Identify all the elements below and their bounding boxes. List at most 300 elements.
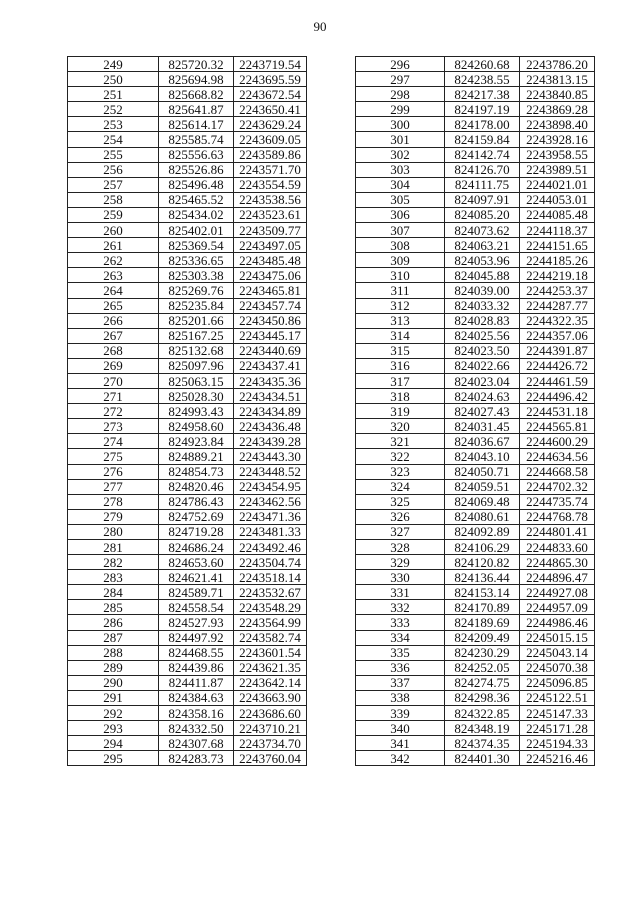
y-coordinate-cell: 2243443.30 xyxy=(234,449,307,464)
y-coordinate-cell: 2245043.14 xyxy=(520,645,595,660)
x-coordinate-cell: 824153.14 xyxy=(445,585,520,600)
point-number-cell: 282 xyxy=(68,555,159,570)
table-row xyxy=(68,223,307,238)
x-coordinate-cell: 824752.69 xyxy=(159,509,234,524)
y-coordinate-cell: 2244085.48 xyxy=(520,207,595,222)
y-coordinate-cell: 2243445.17 xyxy=(234,328,307,343)
x-coordinate-cell: 824120.82 xyxy=(445,555,520,570)
x-coordinate-cell: 824719.28 xyxy=(159,524,234,539)
x-coordinate-cell: 825336.65 xyxy=(159,253,234,268)
point-number-cell: 285 xyxy=(68,600,159,615)
table-row xyxy=(68,253,307,268)
y-coordinate-cell: 2244531.18 xyxy=(520,404,595,419)
point-number-cell: 259 xyxy=(68,207,159,222)
x-coordinate-cell: 824358.16 xyxy=(159,706,234,721)
point-number-cell: 298 xyxy=(356,87,445,102)
x-coordinate-cell: 824958.60 xyxy=(159,419,234,434)
x-coordinate-cell: 824993.43 xyxy=(159,404,234,419)
point-number-cell: 273 xyxy=(68,419,159,434)
y-coordinate-cell: 2243497.05 xyxy=(234,238,307,253)
table-row xyxy=(356,328,595,343)
y-coordinate-cell: 2243471.36 xyxy=(234,509,307,524)
y-coordinate-cell: 2245015.15 xyxy=(520,630,595,645)
x-coordinate-cell: 824024.63 xyxy=(445,389,520,404)
point-number-cell: 300 xyxy=(356,117,445,132)
y-coordinate-cell: 2243548.29 xyxy=(234,600,307,615)
x-coordinate-cell: 825303.38 xyxy=(159,268,234,283)
y-coordinate-cell: 2243462.56 xyxy=(234,494,307,509)
point-number-cell: 303 xyxy=(356,162,445,177)
x-coordinate-cell: 824653.60 xyxy=(159,555,234,570)
x-coordinate-cell: 824332.50 xyxy=(159,721,234,736)
x-coordinate-cell: 824527.93 xyxy=(159,615,234,630)
point-number-cell: 261 xyxy=(68,238,159,253)
table-row xyxy=(356,162,595,177)
point-number-cell: 317 xyxy=(356,373,445,388)
point-number-cell: 312 xyxy=(356,298,445,313)
point-number-cell: 276 xyxy=(68,464,159,479)
y-coordinate-cell: 2245171.28 xyxy=(520,721,595,736)
point-number-cell: 333 xyxy=(356,615,445,630)
table-row xyxy=(356,660,595,675)
point-number-cell: 338 xyxy=(356,690,445,705)
y-coordinate-cell: 2244668.58 xyxy=(520,464,595,479)
point-number-cell: 280 xyxy=(68,524,159,539)
x-coordinate-cell: 824111.75 xyxy=(445,177,520,192)
point-number-cell: 334 xyxy=(356,630,445,645)
point-number-cell: 341 xyxy=(356,736,445,751)
table-row xyxy=(356,736,595,751)
y-coordinate-cell: 2244702.32 xyxy=(520,479,595,494)
coordinate-table-right xyxy=(355,56,595,766)
y-coordinate-cell: 2243439.28 xyxy=(234,434,307,449)
point-number-cell: 302 xyxy=(356,147,445,162)
y-coordinate-cell: 2244833.60 xyxy=(520,540,595,555)
x-coordinate-cell: 825465.52 xyxy=(159,192,234,207)
table-row xyxy=(356,207,595,222)
y-coordinate-cell: 2243450.86 xyxy=(234,313,307,328)
table-row xyxy=(68,313,307,328)
x-coordinate-cell: 824854.73 xyxy=(159,464,234,479)
point-number-cell: 251 xyxy=(68,87,159,102)
point-number-cell: 271 xyxy=(68,389,159,404)
table-row xyxy=(356,72,595,87)
y-coordinate-cell: 2243440.69 xyxy=(234,343,307,358)
point-number-cell: 327 xyxy=(356,524,445,539)
x-coordinate-cell: 825132.68 xyxy=(159,343,234,358)
y-coordinate-cell: 2245216.46 xyxy=(520,751,595,766)
point-number-cell: 293 xyxy=(68,721,159,736)
y-coordinate-cell: 2244391.87 xyxy=(520,343,595,358)
x-coordinate-cell: 824621.41 xyxy=(159,570,234,585)
y-coordinate-cell: 2243719.54 xyxy=(234,57,307,72)
point-number-cell: 250 xyxy=(68,72,159,87)
y-coordinate-cell: 2243642.14 xyxy=(234,675,307,690)
point-number-cell: 288 xyxy=(68,645,159,660)
table-row xyxy=(356,404,595,419)
table-row xyxy=(356,690,595,705)
table-row xyxy=(356,238,595,253)
point-number-cell: 278 xyxy=(68,494,159,509)
point-number-cell: 329 xyxy=(356,555,445,570)
x-coordinate-cell: 824322.85 xyxy=(445,706,520,721)
x-coordinate-cell: 824786.43 xyxy=(159,494,234,509)
x-coordinate-cell: 824097.91 xyxy=(445,192,520,207)
y-coordinate-cell: 2243928.16 xyxy=(520,132,595,147)
y-coordinate-cell: 2244496.42 xyxy=(520,389,595,404)
table-row xyxy=(356,298,595,313)
x-coordinate-cell: 825614.17 xyxy=(159,117,234,132)
point-number-cell: 304 xyxy=(356,177,445,192)
table-row xyxy=(356,751,595,766)
y-coordinate-cell: 2243582.74 xyxy=(234,630,307,645)
table-row xyxy=(68,524,307,539)
point-number-cell: 269 xyxy=(68,358,159,373)
table-row xyxy=(68,585,307,600)
y-coordinate-cell: 2243840.85 xyxy=(520,87,595,102)
point-number-cell: 267 xyxy=(68,328,159,343)
y-coordinate-cell: 2244253.37 xyxy=(520,283,595,298)
x-coordinate-cell: 824022.66 xyxy=(445,358,520,373)
point-number-cell: 252 xyxy=(68,102,159,117)
table-row xyxy=(68,645,307,660)
point-number-cell: 315 xyxy=(356,343,445,358)
x-coordinate-cell: 824178.00 xyxy=(445,117,520,132)
table-row xyxy=(356,585,595,600)
table-row xyxy=(356,283,595,298)
point-number-cell: 275 xyxy=(68,449,159,464)
x-coordinate-cell: 824889.21 xyxy=(159,449,234,464)
y-coordinate-cell: 2244021.01 xyxy=(520,177,595,192)
table-row xyxy=(356,87,595,102)
point-number-cell: 337 xyxy=(356,675,445,690)
table-row xyxy=(356,555,595,570)
table-row xyxy=(68,419,307,434)
x-coordinate-cell: 824283.73 xyxy=(159,751,234,766)
y-coordinate-cell: 2244357.06 xyxy=(520,328,595,343)
table-row xyxy=(68,721,307,736)
table-row xyxy=(68,87,307,102)
y-coordinate-cell: 2244865.30 xyxy=(520,555,595,570)
x-coordinate-cell: 824384.63 xyxy=(159,690,234,705)
table-row xyxy=(68,162,307,177)
table-row xyxy=(68,494,307,509)
y-coordinate-cell: 2243695.59 xyxy=(234,72,307,87)
table-row xyxy=(68,615,307,630)
point-number-cell: 266 xyxy=(68,313,159,328)
table-row xyxy=(356,494,595,509)
y-coordinate-cell: 2243989.51 xyxy=(520,162,595,177)
point-number-cell: 340 xyxy=(356,721,445,736)
point-number-cell: 321 xyxy=(356,434,445,449)
table-row xyxy=(356,192,595,207)
y-coordinate-cell: 2244927.08 xyxy=(520,585,595,600)
table-row xyxy=(356,57,595,72)
table-row xyxy=(356,419,595,434)
x-coordinate-cell: 825641.87 xyxy=(159,102,234,117)
y-coordinate-cell: 2243760.04 xyxy=(234,751,307,766)
x-coordinate-cell: 824468.55 xyxy=(159,645,234,660)
point-number-cell: 284 xyxy=(68,585,159,600)
point-number-cell: 296 xyxy=(356,57,445,72)
point-number-cell: 292 xyxy=(68,706,159,721)
x-coordinate-cell: 825097.96 xyxy=(159,358,234,373)
y-coordinate-cell: 2243457.74 xyxy=(234,298,307,313)
x-coordinate-cell: 825235.84 xyxy=(159,298,234,313)
x-coordinate-cell: 824028.83 xyxy=(445,313,520,328)
y-coordinate-cell: 2243434.51 xyxy=(234,389,307,404)
table-row xyxy=(356,645,595,660)
point-number-cell: 313 xyxy=(356,313,445,328)
y-coordinate-cell: 2243650.41 xyxy=(234,102,307,117)
x-coordinate-cell: 824497.92 xyxy=(159,630,234,645)
y-coordinate-cell: 2244053.01 xyxy=(520,192,595,207)
point-number-cell: 254 xyxy=(68,132,159,147)
point-number-cell: 306 xyxy=(356,207,445,222)
table-row xyxy=(68,358,307,373)
point-number-cell: 264 xyxy=(68,283,159,298)
point-number-cell: 295 xyxy=(68,751,159,766)
table-row xyxy=(68,509,307,524)
x-coordinate-cell: 824923.84 xyxy=(159,434,234,449)
point-number-cell: 255 xyxy=(68,147,159,162)
table-row xyxy=(68,102,307,117)
table-row xyxy=(68,555,307,570)
table-row xyxy=(356,706,595,721)
table-row xyxy=(68,177,307,192)
x-coordinate-cell: 824170.89 xyxy=(445,600,520,615)
x-coordinate-cell: 824136.44 xyxy=(445,570,520,585)
point-number-cell: 265 xyxy=(68,298,159,313)
x-coordinate-cell: 825269.76 xyxy=(159,283,234,298)
y-coordinate-cell: 2244735.74 xyxy=(520,494,595,509)
table-row xyxy=(356,117,595,132)
y-coordinate-cell: 2243672.54 xyxy=(234,87,307,102)
x-coordinate-cell: 825434.02 xyxy=(159,207,234,222)
point-number-cell: 270 xyxy=(68,373,159,388)
point-number-cell: 328 xyxy=(356,540,445,555)
y-coordinate-cell: 2243523.61 xyxy=(234,207,307,222)
table-row xyxy=(68,449,307,464)
y-coordinate-cell: 2243435.36 xyxy=(234,373,307,388)
point-number-cell: 283 xyxy=(68,570,159,585)
y-coordinate-cell: 2244801.41 xyxy=(520,524,595,539)
point-number-cell: 272 xyxy=(68,404,159,419)
point-number-cell: 320 xyxy=(356,419,445,434)
x-coordinate-cell: 824085.20 xyxy=(445,207,520,222)
table-row xyxy=(356,343,595,358)
y-coordinate-cell: 2243898.40 xyxy=(520,117,595,132)
table-row xyxy=(68,373,307,388)
table-row xyxy=(68,570,307,585)
y-coordinate-cell: 2243436.48 xyxy=(234,419,307,434)
y-coordinate-cell: 2244426.72 xyxy=(520,358,595,373)
y-coordinate-cell: 2244151.65 xyxy=(520,238,595,253)
y-coordinate-cell: 2243663.90 xyxy=(234,690,307,705)
table-row xyxy=(68,117,307,132)
table-row xyxy=(356,102,595,117)
x-coordinate-cell: 824159.84 xyxy=(445,132,520,147)
point-number-cell: 319 xyxy=(356,404,445,419)
point-number-cell: 307 xyxy=(356,223,445,238)
point-number-cell: 311 xyxy=(356,283,445,298)
table-row xyxy=(68,706,307,721)
table-row xyxy=(356,434,595,449)
y-coordinate-cell: 2243869.28 xyxy=(520,102,595,117)
x-coordinate-cell: 824039.00 xyxy=(445,283,520,298)
point-number-cell: 258 xyxy=(68,192,159,207)
table-row xyxy=(356,479,595,494)
y-coordinate-cell: 2244287.77 xyxy=(520,298,595,313)
table-row xyxy=(68,434,307,449)
table-row xyxy=(68,147,307,162)
table-row xyxy=(68,540,307,555)
x-coordinate-cell: 824053.96 xyxy=(445,253,520,268)
table-row xyxy=(68,238,307,253)
x-coordinate-cell: 825201.66 xyxy=(159,313,234,328)
y-coordinate-cell: 2243734.70 xyxy=(234,736,307,751)
y-coordinate-cell: 2243475.06 xyxy=(234,268,307,283)
table-row xyxy=(356,524,595,539)
point-number-cell: 268 xyxy=(68,343,159,358)
x-coordinate-cell: 825526.86 xyxy=(159,162,234,177)
x-coordinate-cell: 825720.32 xyxy=(159,57,234,72)
x-coordinate-cell: 824106.29 xyxy=(445,540,520,555)
x-coordinate-cell: 824820.46 xyxy=(159,479,234,494)
table-row xyxy=(356,268,595,283)
x-coordinate-cell: 825585.74 xyxy=(159,132,234,147)
point-number-cell: 326 xyxy=(356,509,445,524)
y-coordinate-cell: 2243629.24 xyxy=(234,117,307,132)
table-row xyxy=(356,177,595,192)
point-number-cell: 291 xyxy=(68,690,159,705)
x-coordinate-cell: 824073.62 xyxy=(445,223,520,238)
y-coordinate-cell: 2244634.56 xyxy=(520,449,595,464)
x-coordinate-cell: 825496.48 xyxy=(159,177,234,192)
table-row xyxy=(68,404,307,419)
y-coordinate-cell: 2243492.46 xyxy=(234,540,307,555)
y-coordinate-cell: 2243554.59 xyxy=(234,177,307,192)
point-number-cell: 286 xyxy=(68,615,159,630)
point-number-cell: 297 xyxy=(356,72,445,87)
table-row xyxy=(356,464,595,479)
table-row xyxy=(68,479,307,494)
x-coordinate-cell: 824298.36 xyxy=(445,690,520,705)
y-coordinate-cell: 2244600.29 xyxy=(520,434,595,449)
x-coordinate-cell: 824230.29 xyxy=(445,645,520,660)
point-number-cell: 274 xyxy=(68,434,159,449)
y-coordinate-cell: 2243481.33 xyxy=(234,524,307,539)
table-row xyxy=(68,630,307,645)
x-coordinate-cell: 824069.48 xyxy=(445,494,520,509)
x-coordinate-cell: 824050.71 xyxy=(445,464,520,479)
y-coordinate-cell: 2243601.54 xyxy=(234,645,307,660)
x-coordinate-cell: 824036.67 xyxy=(445,434,520,449)
x-coordinate-cell: 825369.54 xyxy=(159,238,234,253)
point-number-cell: 335 xyxy=(356,645,445,660)
x-coordinate-cell: 824274.75 xyxy=(445,675,520,690)
x-coordinate-cell: 824045.88 xyxy=(445,268,520,283)
x-coordinate-cell: 825402.01 xyxy=(159,223,234,238)
point-number-cell: 253 xyxy=(68,117,159,132)
x-coordinate-cell: 824023.50 xyxy=(445,343,520,358)
point-number-cell: 330 xyxy=(356,570,445,585)
x-coordinate-cell: 824142.74 xyxy=(445,147,520,162)
x-coordinate-cell: 824025.56 xyxy=(445,328,520,343)
y-coordinate-cell: 2243589.86 xyxy=(234,147,307,162)
y-coordinate-cell: 2244986.46 xyxy=(520,615,595,630)
table-row xyxy=(356,721,595,736)
y-coordinate-cell: 2244896.47 xyxy=(520,570,595,585)
y-coordinate-cell: 2243786.20 xyxy=(520,57,595,72)
point-number-cell: 342 xyxy=(356,751,445,766)
point-number-cell: 277 xyxy=(68,479,159,494)
table-row xyxy=(68,389,307,404)
x-coordinate-cell: 824043.10 xyxy=(445,449,520,464)
table-row xyxy=(68,298,307,313)
y-coordinate-cell: 2243958.55 xyxy=(520,147,595,162)
point-number-cell: 332 xyxy=(356,600,445,615)
point-number-cell: 305 xyxy=(356,192,445,207)
table-row xyxy=(356,570,595,585)
x-coordinate-cell: 824059.51 xyxy=(445,479,520,494)
x-coordinate-cell: 824252.05 xyxy=(445,660,520,675)
x-coordinate-cell: 825028.30 xyxy=(159,389,234,404)
table-row xyxy=(68,268,307,283)
table-row xyxy=(356,449,595,464)
x-coordinate-cell: 824401.30 xyxy=(445,751,520,766)
y-coordinate-cell: 2243454.95 xyxy=(234,479,307,494)
y-coordinate-cell: 2243621.35 xyxy=(234,660,307,675)
point-number-cell: 281 xyxy=(68,540,159,555)
table-row xyxy=(356,675,595,690)
table-row xyxy=(68,207,307,222)
y-coordinate-cell: 2244322.35 xyxy=(520,313,595,328)
y-coordinate-cell: 2243609.05 xyxy=(234,132,307,147)
table-row xyxy=(356,373,595,388)
y-coordinate-cell: 2244957.09 xyxy=(520,600,595,615)
x-coordinate-cell: 824063.21 xyxy=(445,238,520,253)
table-row xyxy=(68,675,307,690)
x-coordinate-cell: 824023.04 xyxy=(445,373,520,388)
table-row xyxy=(356,600,595,615)
point-number-cell: 262 xyxy=(68,253,159,268)
table-row xyxy=(356,630,595,645)
x-coordinate-cell: 824209.49 xyxy=(445,630,520,645)
y-coordinate-cell: 2243485.48 xyxy=(234,253,307,268)
x-coordinate-cell: 824260.68 xyxy=(445,57,520,72)
y-coordinate-cell: 2244219.18 xyxy=(520,268,595,283)
table-row xyxy=(356,313,595,328)
point-number-cell: 301 xyxy=(356,132,445,147)
x-coordinate-cell: 825063.15 xyxy=(159,373,234,388)
y-coordinate-cell: 2243538.56 xyxy=(234,192,307,207)
point-number-cell: 331 xyxy=(356,585,445,600)
x-coordinate-cell: 825556.63 xyxy=(159,147,234,162)
point-number-cell: 294 xyxy=(68,736,159,751)
table-row xyxy=(68,132,307,147)
point-number-cell: 287 xyxy=(68,630,159,645)
x-coordinate-cell: 824411.87 xyxy=(159,675,234,690)
point-number-cell: 336 xyxy=(356,660,445,675)
x-coordinate-cell: 824027.43 xyxy=(445,404,520,419)
y-coordinate-cell: 2243504.74 xyxy=(234,555,307,570)
y-coordinate-cell: 2244768.78 xyxy=(520,509,595,524)
x-coordinate-cell: 824307.68 xyxy=(159,736,234,751)
y-coordinate-cell: 2243434.89 xyxy=(234,404,307,419)
y-coordinate-cell: 2243532.67 xyxy=(234,585,307,600)
table-row xyxy=(356,147,595,162)
